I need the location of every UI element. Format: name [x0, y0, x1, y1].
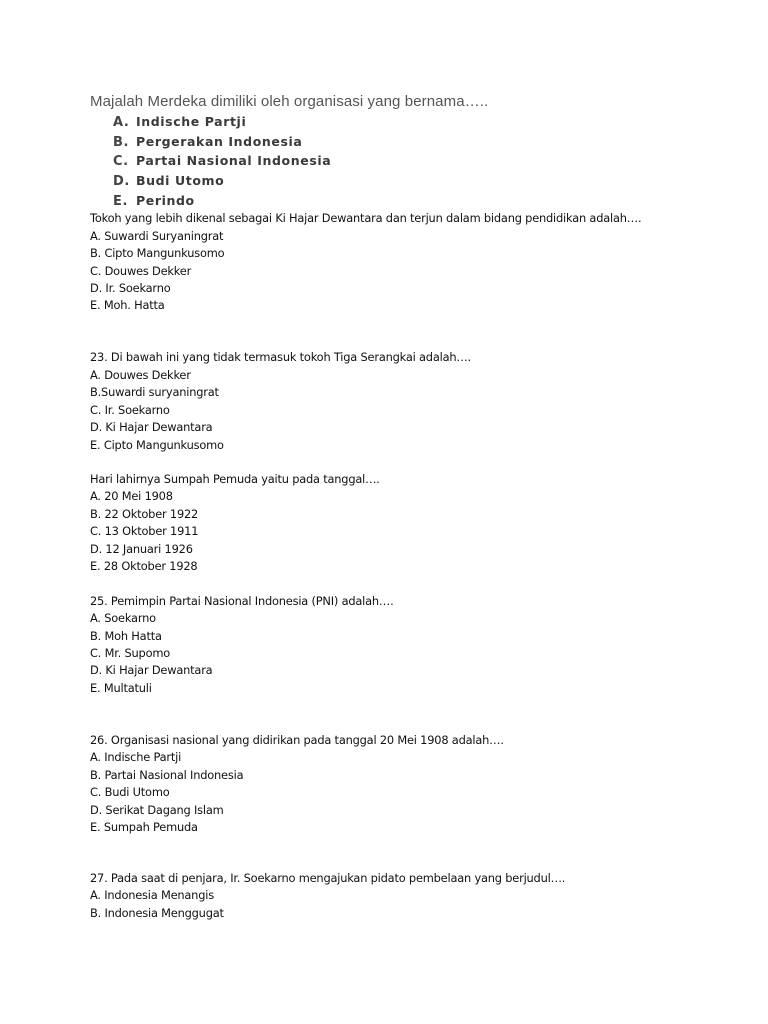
- option-letter: A.: [113, 115, 130, 130]
- question-4-option-d: D. 12 Januari 1926: [90, 542, 193, 556]
- option-text: Budi Utomo: [136, 173, 225, 188]
- question-3-option-d: D. Ki Hajar Dewantara: [90, 420, 213, 434]
- question-1-option-b: [113, 134, 302, 150]
- question-4-option-e: E. 28 Oktober 1928: [90, 559, 198, 573]
- option-letter: B.: [113, 135, 130, 150]
- question-7-option-b: B. Indonesia Menggugat: [90, 906, 224, 920]
- question-2-option-d: D. Ir. Soekarno: [90, 281, 171, 295]
- question-2-option-a: A. Suwardi Suryaningrat: [90, 229, 224, 243]
- question-4-option-c: C. 13 Oktober 1911: [90, 524, 199, 538]
- question-1-option-a: [113, 114, 246, 130]
- question-1-option-d: [113, 173, 224, 189]
- option-text: Pergerakan Indonesia: [136, 134, 303, 149]
- question-3-option-b: B.Suwardi suryaningrat: [90, 385, 219, 399]
- question-1-option-e: [113, 193, 195, 209]
- option-letter: E.: [113, 194, 129, 209]
- question-5-option-d: D. Ki Hajar Dewantara: [90, 663, 213, 677]
- question-5-option-b: B. Moh Hatta: [90, 629, 162, 643]
- question-3-option-c: C. Ir. Soekarno: [90, 403, 170, 417]
- question-5-option-e: E. Multatuli: [90, 681, 152, 695]
- question-4-text: Hari lahirnya Sumpah Pemuda yaitu pada tanggal….: [90, 472, 380, 486]
- option-letter: C.: [113, 154, 129, 169]
- question-6-option-c: C. Budi Utomo: [90, 785, 170, 799]
- question-5-text: 25. Pemimpin Partai Nasional Indonesia (PNI) adalah….: [90, 594, 394, 608]
- question-5-option-a: A. Soekarno: [90, 611, 156, 625]
- question-7-option-a: A. Indonesia Menangis: [90, 888, 214, 902]
- question-3-text: 23. Di bawah ini yang tidak termasuk tokoh Tiga Serangkai adalah….: [90, 350, 471, 364]
- question-4-option-b: B. 22 Oktober 1922: [90, 507, 199, 521]
- question-2-option-b: B. Cipto Mangunkusomo: [90, 246, 225, 260]
- question-5-option-c: C. Mr. Supomo: [90, 646, 171, 660]
- question-6-option-b: B. Partai Nasional Indonesia: [90, 768, 244, 782]
- question-4-option-a: A. 20 Mei 1908: [90, 489, 173, 503]
- question-1-text: Majalah Merdeka dimiliki oleh organisasi yang bernama…..: [90, 93, 489, 110]
- question-6-text: 26. Organisasi nasional yang didirikan pada tanggal 20 Mei 1908 adalah….: [90, 733, 504, 747]
- question-6-option-a: A. Indische Partji: [90, 750, 182, 764]
- option-text: Partai Nasional Indonesia: [136, 153, 332, 168]
- option-text: Indische Partji: [136, 114, 247, 129]
- question-7-text: 27. Pada saat di penjara, Ir. Soekarno mengajukan pidato pembelaan yang berjudul….: [90, 871, 566, 885]
- option-letter: D.: [113, 174, 130, 189]
- question-3-option-e: E. Cipto Mangunkusomo: [90, 438, 224, 452]
- question-3-option-a: A. Douwes Dekker: [90, 368, 191, 382]
- question-2-text: Tokoh yang lebih dikenal sebagai Ki Hajar Dewantara dan terjun dalam bidang pendidikan adalah….: [90, 211, 642, 225]
- question-6-option-e: E. Sumpah Pemuda: [90, 820, 198, 834]
- question-6-option-d: D. Serikat Dagang Islam: [90, 803, 224, 817]
- question-2-option-e: E. Moh. Hatta: [90, 298, 165, 312]
- question-2-option-c: C. Douwes Dekker: [90, 264, 192, 278]
- option-text: Perindo: [136, 193, 195, 208]
- question-1-option-c: [113, 153, 331, 169]
